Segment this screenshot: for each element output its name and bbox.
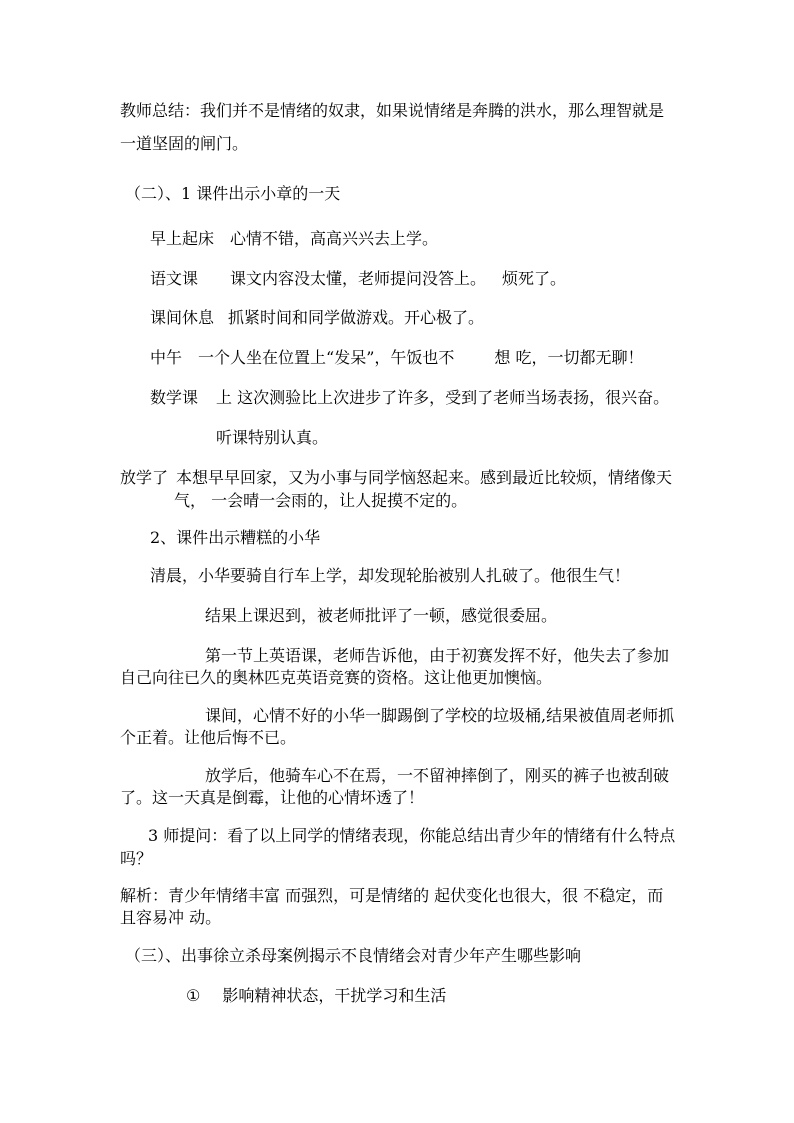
item-morning — [150, 229, 438, 249]
question-line-2: 吗？ — [120, 849, 153, 868]
analysis-line-1: 解析：青少年情绪丰富 而强烈，可是情绪的 起伏变化也很大，很 不稳定，而 — [120, 886, 664, 905]
item-label: 语文课 — [150, 269, 199, 288]
xiaohua-paragraph-3-line-1: 第一节上英语课，老师告诉他，由于初赛发挥不好，他失去了参加 — [205, 646, 670, 665]
analysis-line-2: 且容易冲 动。 — [120, 908, 222, 927]
item-text: 心情不错，高高兴兴去上学。 — [230, 229, 439, 248]
question-line-1: 3 师提问：看了以上同学的情绪表现，你能总结出青少年的情绪有什么特点 — [148, 826, 676, 845]
item-noon — [150, 348, 643, 368]
item-text: 上 这次测验比上次进步了许多，受到了老师当场表扬，很兴奋。 — [216, 388, 670, 407]
item-after-school-continued: 气， 一会晴一会雨的，让人捉摸不定的。 — [174, 491, 468, 510]
xiaohua-paragraph-5-line-1: 放学后，他骑车心不在焉，一不留神摔倒了，刚买的裤子也被刮破 — [205, 766, 670, 785]
item-text: 抓紧时间和同学做游戏。开心极了。 — [228, 308, 485, 327]
xiaohua-paragraph-4-line-2: 个正着。让他后悔不已。 — [120, 728, 297, 747]
section2b-heading: 2、课件出示糟糕的小华 — [150, 528, 321, 547]
section3-item-1 — [186, 986, 446, 1006]
xiaohua-paragraph-3-line-2: 自己向往已久的奥林匹克英语竞赛的资格。这让他更加懊恼。 — [120, 668, 553, 687]
circled-number-marker: ① — [186, 986, 201, 1005]
summary-line-2: 一道坚固的闸门。 — [120, 134, 249, 153]
item-math-continued: 听课特别认真。 — [216, 428, 329, 447]
item-label: 早上起床 — [150, 229, 215, 248]
item-label: 课间休息 — [150, 308, 215, 327]
item-break — [150, 308, 484, 328]
xiaohua-paragraph-4-line-1: 课间，心情不好的小华一脚踢倒了学校的垃圾桶,结果被值周老师抓 — [205, 706, 675, 725]
xiaohua-paragraph-1: 清晨，小华要骑自行车上学，却发现轮胎被别人扎破了。他很生气！ — [150, 566, 631, 585]
item-label: 放学了 — [120, 468, 169, 487]
item-after-school — [120, 468, 672, 488]
item-text-2: 想 吃，一切都无聊！ — [494, 348, 644, 367]
item-label: 中午 — [150, 348, 183, 367]
item-text-2: 烦死了。 — [502, 269, 567, 288]
section3-heading: （三）、出事徐立杀母案例揭示不良情绪会对青少年产生哪些影响 — [125, 946, 582, 965]
item-text: 本想早早回家，又为小事与同学恼怒起来。感到最近比较烦，情绪像天 — [176, 468, 673, 487]
item-text: 一个人坐在位置上“发呆”，午饭也不 — [198, 348, 455, 367]
summary-line-1: 教师总结：我们并不是情绪的奴隶，如果说情绪是奔腾的洪水，那么理智就是 — [120, 101, 665, 120]
item-label: 数学课 — [150, 388, 199, 407]
item-math-class — [150, 388, 669, 408]
item-text: 课文内容没太懂，老师提问没答上。 — [230, 269, 487, 288]
xiaohua-paragraph-5-line-2: 了。这一天真是倒霉，让他的心情坏透了！ — [120, 788, 425, 807]
section2-heading: （二）、1 课件出示小章的一天 — [125, 184, 341, 203]
xiaohua-paragraph-2: 结果上课迟到，被老师批评了一顿，感觉很委屈。 — [205, 606, 558, 625]
item-chinese-class — [150, 269, 566, 289]
section3-item-1-text: 影响精神状态，干扰学习和生活 — [222, 986, 447, 1005]
